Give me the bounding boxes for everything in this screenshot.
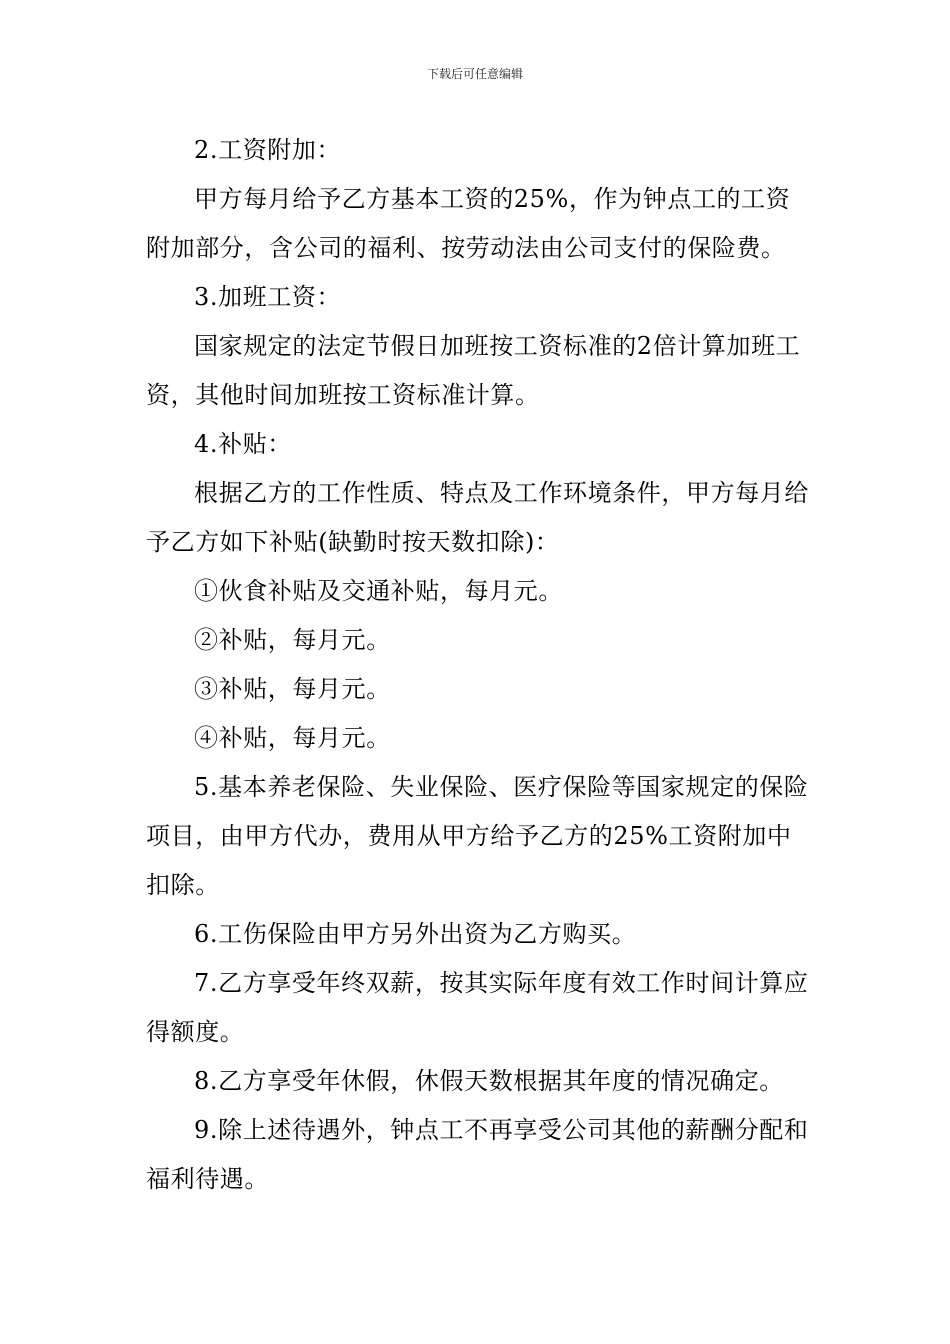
header-note: 下载后可任意编辑: [426, 67, 523, 81]
document-body: [146, 126, 810, 1204]
paragraph-overtime: 国家规定的法定节假日加班按工资标准的2倍计算加班工资，其他时间加班按工资标准计算。: [146, 332, 801, 409]
paragraph-subsidy: 根据乙方的工作性质、特点及工作环境条件，甲方每月给予乙方如下补贴(缺勤时按天数扣除)：: [146, 479, 809, 556]
paragraph-annual-leave: 8.乙方享受年休假，休假天数根据其年度的情况确定。: [194, 1067, 784, 1095]
subsidy-item-3: ③补贴，每月元。: [194, 675, 391, 703]
paragraph-insurance: 5.基本养老保险、失业保险、医疗保险等国家规定的保险项目，由甲方代办，费用从甲方给予乙方的25%工资附加中扣除。: [146, 773, 809, 899]
subsidy-item-1: ①伙食补贴及交通补贴，每月元。: [194, 577, 563, 605]
paragraph-other-benefits: 9.除上述待遇外，钟点工不再享受公司其他的薪酬分配和福利待遇。: [146, 1116, 809, 1193]
subsidy-item-4: ④补贴，每月元。: [194, 724, 391, 752]
section-heading-wage-addition: 2.工资附加：: [194, 136, 342, 164]
paragraph-wage-addition: 甲方每月给予乙方基本工资的25%，作为钟点工的工资附加部分，含公司的福利、按劳动法由公司支付的保险费。: [146, 185, 791, 262]
paragraph-year-end-bonus: 7.乙方享受年终双薪，按其实际年度有效工作时间计算应得额度。: [146, 969, 809, 1046]
paragraph-injury-insurance: 6.工伤保险由甲方另外出资为乙方购买。: [194, 920, 637, 948]
section-heading-subsidy: 4.补贴：: [194, 430, 292, 458]
section-heading-overtime: 3.加班工资：: [194, 283, 342, 311]
subsidy-item-2: ②补贴，每月元。: [194, 626, 391, 654]
